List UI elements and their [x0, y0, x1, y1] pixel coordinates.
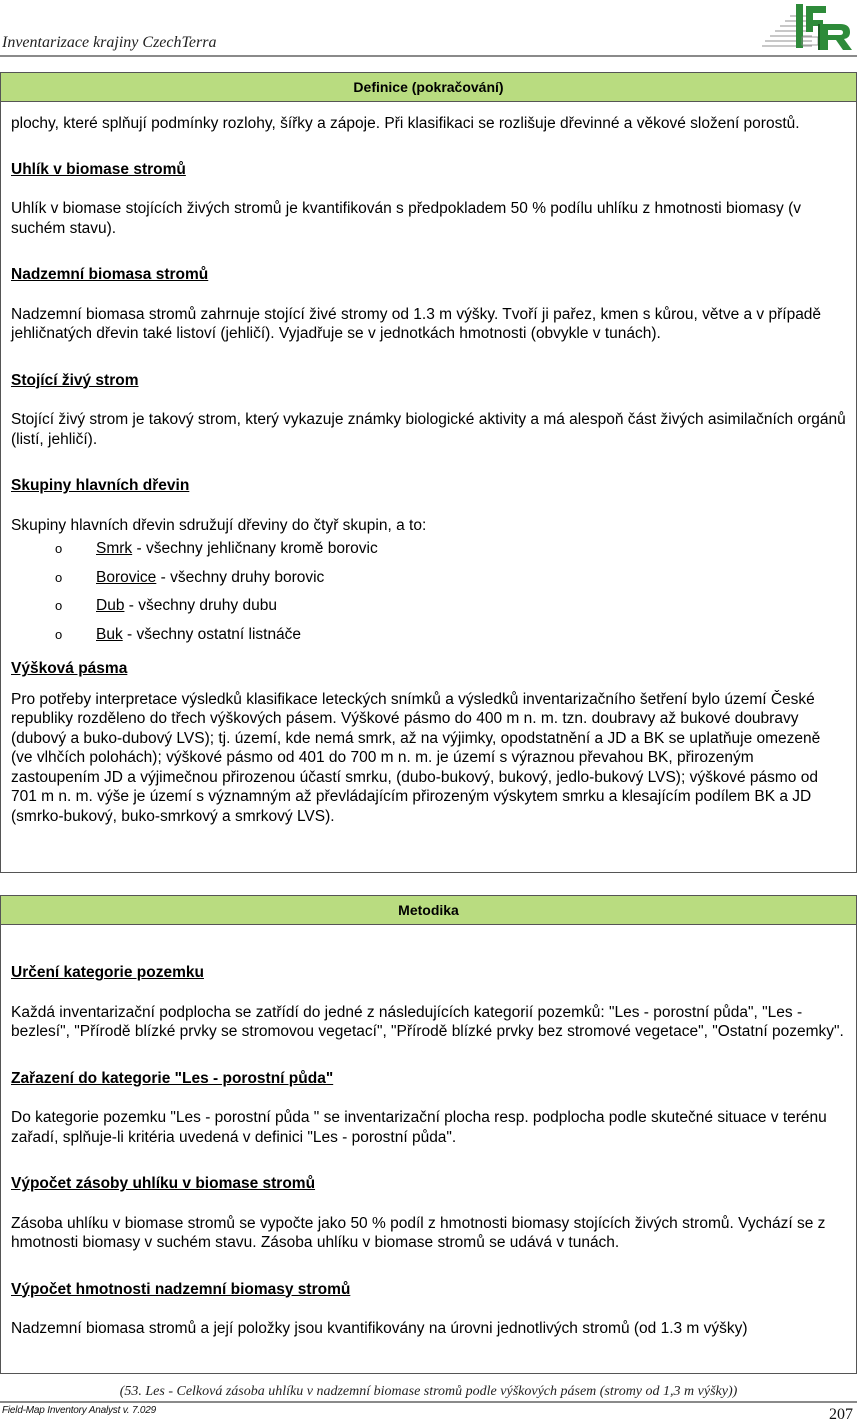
paragraph: Každá inventarizační podplocha se zatřídí do jedné z následujících kategorií pozemků: "Les - porostní půda", "Les - bezlesí", "Přírodě blízké prvky se stromovou vegetací", "Přírodě blízké prvky bez stromové vegetace", "Ostatní pozemky".: [11, 1003, 844, 1040]
list-desc: - všechny druhy borovic: [156, 568, 325, 586]
page-header: [0, 0, 857, 57]
page-number: 207: [829, 1406, 853, 1423]
bullet-icon: o: [55, 626, 63, 642]
definition-heading: Stojící živý strom: [11, 371, 139, 389]
header-divider: [0, 55, 857, 57]
paragraph: Nadzemní biomasa stromů zahrnuje stojící živé stromy od 1.3 m výšky. Tvoří ji pařez, kmen s kůrou, větve a v případě jehličnatých dřevin také listoví (jehličí). Vyjadřuje se v jednotkách hmotnosti (obvykle v tunách).: [11, 305, 822, 342]
list-term: Smrk: [96, 540, 133, 557]
paragraph: plochy, které splňují podmínky rozlohy, šířky a zápoje. Při klasifikaci se rozlišuje dřevinné a věkové složení porostů.: [11, 115, 800, 132]
paragraph: Zásoba uhlíku v biomase stromů se vypočte jako 50 % podíl z hmotnosti biomasy stojících živých stromů. Vychází se z hmotnosti biomasy v suchém stavu. Zásoba uhlíku v biomase stromů se udává v tunách.: [11, 1214, 826, 1251]
list-term: Buk: [96, 625, 123, 643]
definition-heading: Uhlík v biomase stromů: [11, 160, 186, 178]
bullet-icon: o: [55, 569, 63, 585]
section-header: Metodika: [1, 896, 856, 925]
list-desc: - všechny ostatní listnáče: [122, 625, 302, 643]
methodology-section: [0, 895, 857, 1374]
list-item: [11, 592, 846, 621]
software-version: Field-Map Inventory Analyst v. 7.029: [2, 1405, 156, 1416]
list-desc: - všechny jehličnany kromě borovic: [132, 540, 378, 557]
bullet-icon: o: [55, 541, 63, 556]
list-item: [11, 564, 846, 593]
definitions-section: [0, 72, 857, 873]
definition-heading: Výšková pásma: [11, 660, 128, 677]
list-item: [11, 621, 846, 650]
paragraph: Do kategorie pozemku "Les - porostní půda " se inventarizační plocha resp. podplocha podle skutečné situace v terénu zařadí, splňuje-li kritéria uvedená v definici "Les - porostní půda".: [11, 1109, 827, 1146]
definition-heading: Skupiny hlavních dřevin: [11, 477, 190, 494]
ifer-logo-icon: [760, 2, 854, 52]
section-body: [1, 114, 856, 826]
paragraph: Skupiny hlavních dřevin sdružují dřeviny do čtyř skupin, a to:: [11, 516, 427, 534]
definition-heading: Nadzemní biomasa stromů: [11, 266, 209, 283]
list-term: Dub: [96, 597, 125, 614]
method-heading: Určení kategorie pozemku: [11, 964, 204, 981]
tree-group-list: [11, 535, 846, 649]
list-item: [11, 535, 846, 564]
bullet-icon: o: [55, 598, 63, 613]
method-heading: Zařazení do kategorie "Les - porostní půda": [11, 1069, 334, 1087]
section-header: Definice (pokračování): [1, 73, 856, 102]
paragraph: Nadzemní biomasa stromů a její položky jsou kvantifikovány na úrovni jednotlivých stromů (od 1.3 m výšky): [11, 1320, 748, 1337]
footer-divider: [0, 1401, 857, 1403]
paragraph: Pro potřeby interpretace výsledků klasifikace leteckých snímků a výsledků inventarizačního šetření bylo území České republiky rozděleno do třech výškových pásem. Výškové pásmo do 400 m n. m. tzn. doubravy až bukové doubravy (dubový a buko-dubový LVS); tj. území, kde nemá smrk, až na výjimky, opodstatnění a JD a BK se uplatňuje omezeně (ve vlhčích polohách); výškové pásmo od 401 do 700 m n. m. je území s výraznou převahou BK, přirozeným zastoupením JD a výjimečnou přirozenou účastí smrku, (dubo-bukový, bukový, jedlo-bukový LVS); výškové pásmo od 701 m n. m. výše je území s významným až převládajícím přirozeným výskytem smrku a klesajícím podílem BK a JD (smrko-bukový, buko-smrkový a smrkový LVS).: [11, 690, 821, 825]
paragraph: Stojící živý strom je takový strom, který vykazuje známky biologické aktivity a má alespoň část živých asimilačních orgánů (listí, jehličí).: [11, 411, 846, 448]
list-desc: - všechny druhy dubu: [124, 597, 277, 614]
method-heading: Výpočet hmotnosti nadzemní biomasy stromů: [11, 1280, 351, 1298]
paragraph: Uhlík v biomase stojících živých stromů je kvantifikován s předpokladem 50 % podílu uhlíku z hmotnosti biomasy (v suchém stavu).: [11, 200, 801, 237]
method-heading: Výpočet zásoby uhlíku v biomase stromů: [11, 1175, 316, 1192]
figure-caption: (53. Les - Celková zásoba uhlíku v nadzemní biomase stromů podle výškových pásem (stromy od 1,3 m výšky)): [119, 1384, 738, 1399]
document-title: Inventarizace krajiny CzechTerra: [2, 34, 217, 51]
section-body: [1, 963, 856, 1339]
list-term: Borovice: [96, 568, 157, 586]
